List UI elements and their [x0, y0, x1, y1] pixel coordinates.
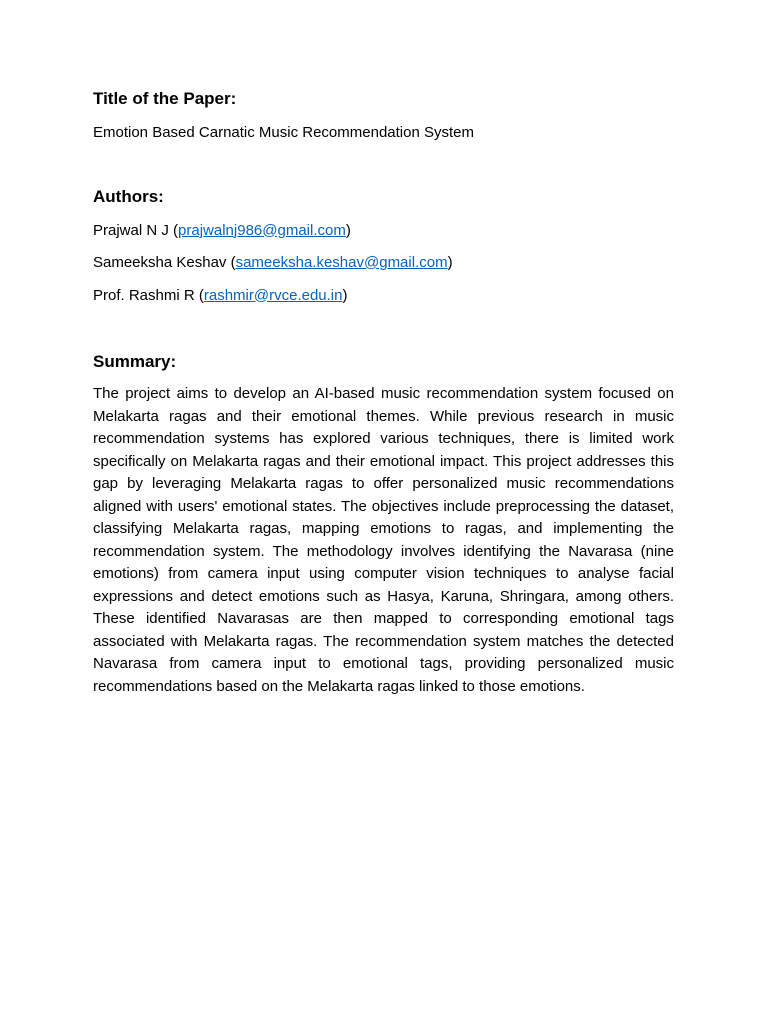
author-name: Prajwal N J [93, 221, 169, 239]
author-email-link[interactable]: sameeksha.keshav@gmail.com [235, 254, 448, 271]
author-line: Sameeksha Keshav (sameeksha.keshav@gmail.com) [93, 254, 453, 271]
authors-heading: Authors: [93, 186, 164, 206]
author-email-link[interactable]: prajwalnj986@gmail.com [178, 221, 346, 239]
author-line: Prof. Rashmi R (rashmir@rvce.edu.in) [93, 286, 348, 304]
author-name: Prof. Rashmi R [93, 286, 195, 304]
title-heading: Title of the Paper: [93, 89, 237, 108]
document-page [93, 88, 674, 698]
author-name: Sameeksha Keshav [93, 254, 227, 271]
summary-heading: Summary: [93, 352, 177, 371]
author-line: Prajwal N J (prajwalnj986@gmail.com) [93, 221, 351, 239]
paper-title: Emotion Based Carnatic Music Recommendation System [93, 124, 474, 141]
summary-paragraph: The project aims to develop an AI-based music recommendation system focused on Melakarta ragas and their emotional themes. While previous research in music recommendation systems has explored various techniques, there is limited work specifically on Melakarta ragas and their emotional impact. This project addresses this gap by leveraging Melakarta ragas to offer personalized music recommendations aligned with users' emotional states. The objectives include preprocessing the dataset, classifying Melakarta ragas, mapping emotions to ragas, and implementing the recommendation system. The methodology involves identifying the Navarasa (nine emotions) from camera input using computer vision techniques to analyse facial expressions and detect emotions such as Hasya, Karuna, Shringara, among others. These identified Navarasas are then mapped to corresponding emotional tags associated with Melakarta ragas. The recommendation system matches the detected Navarasa from camera input to emotional tags, providing personalized music recommendations based on the Melakarta ragas linked to those emotions. [93, 385, 674, 695]
author-email-link[interactable]: rashmir@rvce.edu.in [203, 286, 343, 304]
